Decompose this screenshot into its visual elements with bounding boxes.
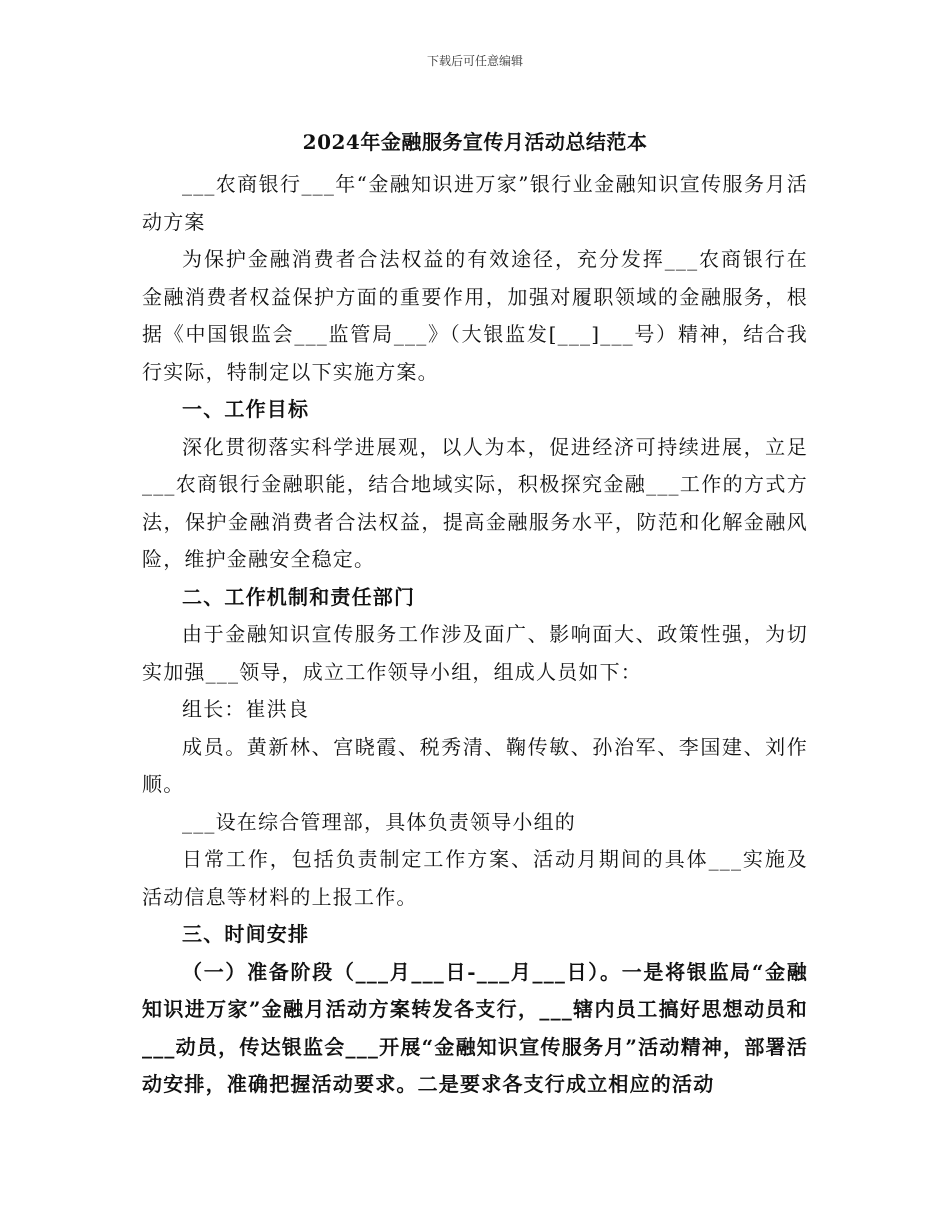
document-body [142, 166, 808, 1104]
paragraph-members: 成员。黄新林、宫晓霞、税秀清、鞠传敏、孙治军、李国建、刘作顺。 [142, 734, 808, 796]
section-heading-mechanism: 二、工作机制和责任部门 [182, 584, 416, 609]
paragraph-intro: 为保护金融消费者合法权益的有效途径，充分发挥___农商银行在金融消费者权益保护方面的重要作用，加强对履职领域的金融服务，根据《中国银监会___监管局___》（大银监发[___]___号）精神，结合我行实际，特制定以下实施方案。 [142, 247, 808, 384]
paragraph-office: ___设在综合管理部，具体负责领导小组的 [182, 809, 576, 834]
paragraph-office-duties: 日常工作，包括负责制定工作方案、活动月期间的具体___实施及活动信息等材料的上报工作。 [142, 847, 808, 909]
document-title: 2024年金融服务宣传月活动总结范本 [302, 130, 648, 154]
paragraph-preparation-stage: （一）准备阶段（___月___日-___月___日）。一是将银监局“金融知识进万家”金融月活动方案转发各支行，___辖内员工搞好思想动员和___动员，传达银监会___开展“金融知识宣传服务月”活动精神，部署活动安排，准确把握活动要求。二是要求各支行成立相应的活动 [142, 959, 808, 1096]
header-note: 下载后可任意编辑 [426, 54, 523, 68]
paragraph-leader: 组长：崔洪良 [182, 697, 310, 721]
paragraph-mechanism: 由于金融知识宣传服务工作涉及面广、影响面大、政策性强，为切实加强___领导，成立工作领导小组，组成人员如下： [142, 622, 808, 684]
paragraph-goals: 深化贯彻落实科学进展观，以人为本，促进经济可持续进展，立足___农商银行金融职能，结合地域实际，积极探究金融___工作的方式方法，保护金融消费者合法权益，提高金融服务水平，防范和化解金融风险，维护金融安全稳定。 [142, 434, 808, 571]
section-heading-goals: 一、工作目标 [182, 397, 310, 421]
section-heading-schedule: 三、时间安排 [182, 922, 310, 946]
paragraph-plan-title: ___农商银行___年“金融知识进万家”银行业金融知识宣传服务月活动方案 [142, 172, 808, 234]
